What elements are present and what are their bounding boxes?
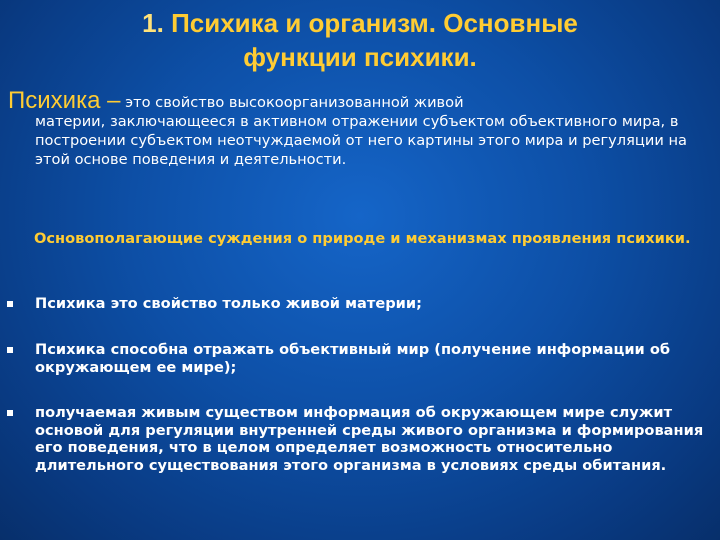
list-item-text: получаемая живым существом информация об окружающем мире служит основой для регуляции внутренней среды живого организма и формирования его поведения, что в целом определяет возможность относительно длительного существования этого организма в условиях среды обитания.: [35, 404, 704, 474]
title-line-1: Психика и организм. Основные: [171, 8, 578, 38]
square-bullet-icon: [7, 301, 13, 307]
list-item-text: Психика это свойство только живой материи;: [35, 295, 422, 312]
list-item-text: Психика способна отражать объективный мир (получение информации об окружающем ее мире);: [35, 341, 671, 376]
slide-title-line-2: [60, 40, 660, 74]
title-line-2-text: функции психики.: [243, 42, 477, 72]
square-bullet-icon: [7, 410, 13, 416]
definition-body: материи, заключающееся в активном отражении субъектом объективного мира, в построении субъектом неотчуждаемой от него картины этого мира и регуляции на этой основе поведения и деятельности.: [35, 113, 687, 168]
slide-title: [60, 6, 660, 40]
definition-first-line: [8, 87, 708, 114]
definition-first-line-text: это свойство высокоорганизованной живой: [125, 94, 464, 111]
square-bullet-icon: [7, 347, 13, 353]
section-heading: Основополагающие суждения о природе и механизмах проявления психики.: [34, 230, 691, 247]
title-number: 1.: [142, 8, 164, 38]
definition-term: Психика –: [8, 87, 121, 114]
definition-paragraph: [8, 87, 708, 169]
